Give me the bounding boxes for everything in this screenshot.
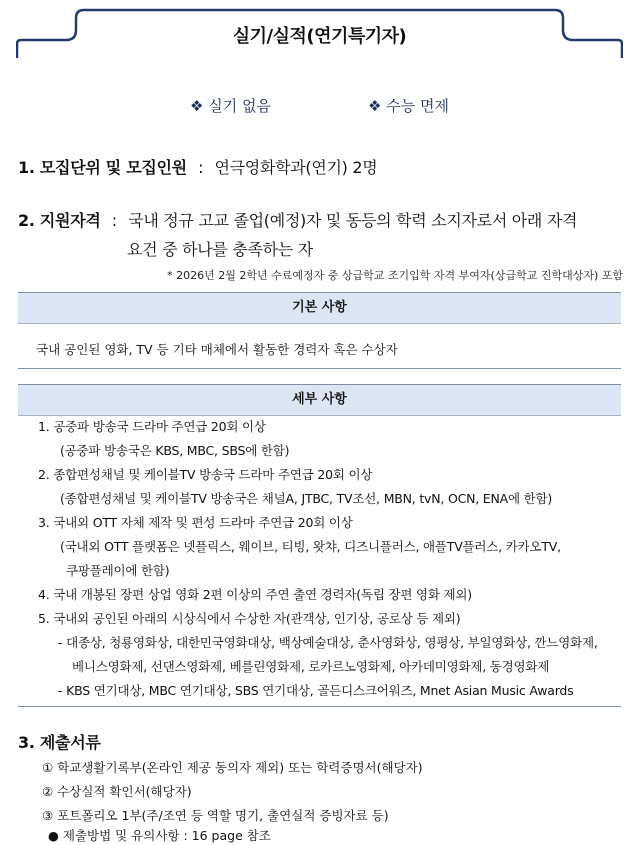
basic-header: 기본 사항 xyxy=(18,292,621,324)
section-recruit-sep: : xyxy=(198,158,204,177)
document-item: ② 수상실적 확인서(해당자) xyxy=(42,784,192,799)
document-item: ① 학교생활기록부(온라인 제공 동의자 제외) 또는 학력증명서(해당자) xyxy=(42,760,423,775)
section-recruit-value: 연극영화학과(연기) 2명 xyxy=(214,158,378,177)
section-eligibility-line1: 국내 정규 고교 졸업(예정)자 및 동등의 학력 소지자로서 아래 자격 xyxy=(128,211,578,230)
detail-line: 4. 국내 개봉된 장편 상업 영화 2편 이상의 주연 출연 경력자(독립 장편 영화 제외) xyxy=(38,587,472,602)
divider xyxy=(18,368,621,369)
section-recruit-heading: 1. 모집단위 및 모집인원 xyxy=(18,158,187,177)
section-recruit-unit xyxy=(18,155,377,178)
note-no-practical: ❖ 실기 없음 xyxy=(190,97,271,115)
detail-line: - KBS 연기대상, MBC 연기대상, SBS 연기대상, 골든디스크어워즈, Mnet Asian Music Awards xyxy=(58,683,574,698)
detail-line: 쿠팡플레이에 한함) xyxy=(66,563,170,578)
detail-line: 2. 종합편성채널 및 케이블TV 방송국 드라마 주연급 20회 이상 xyxy=(38,467,373,482)
details-header: 세부 사항 xyxy=(18,384,621,416)
detail-line: 베니스영화제, 선댄스영화제, 베를린영화제, 로카르노영화제, 아카데미영화제, 동경영화제 xyxy=(72,659,550,674)
divider xyxy=(18,706,621,707)
detail-line: 3. 국내외 OTT 자체 제작 및 편성 드라마 주연급 20회 이상 xyxy=(38,515,353,530)
basic-text: 국내 공인된 영화, TV 등 기타 매체에서 활동한 경력자 혹은 수상자 xyxy=(36,342,398,357)
detail-line: (종합편성채널 및 케이블TV 방송국은 채널A, JTBC, TV조선, MBN, tvN, OCN, ENA에 한함) xyxy=(60,491,553,506)
section-eligibility-line2: 요건 중 하나를 충족하는 자 xyxy=(127,240,313,259)
note-csat-exempt: ❖ 수능 면제 xyxy=(368,97,449,115)
detail-line: - 대종상, 청룡영화상, 대한민국영화대상, 백상예술대상, 춘사영화상, 영평상, 부일영화상, 깐느영화제, xyxy=(58,635,598,650)
detail-line: (공중파 방송국은 KBS, MBC, SBS에 한함) xyxy=(60,443,290,458)
section-eligibility-heading: 2. 지원자격 xyxy=(18,211,101,230)
page-title: 실기/실적(연기특기자) xyxy=(232,26,407,47)
submission-note: ● 제출방법 및 유의사항 : 16 page 참조 xyxy=(48,828,271,843)
section-documents-heading: 3. 제출서류 xyxy=(18,733,101,752)
document-item: ③ 포트폴리오 1부(주/조연 등 역할 명기, 출연실적 증빙자료 등) xyxy=(42,808,389,823)
detail-line: (국내외 OTT 플랫폼은 넷플릭스, 웨이브, 티빙, 왓챠, 디즈니플러스, 애플TV플러스, 카카오TV, xyxy=(60,539,561,554)
section-eligibility-sep: : xyxy=(111,211,117,230)
section-eligibility xyxy=(18,208,577,231)
detail-line: 1. 공중파 방송국 드라마 주연급 20회 이상 xyxy=(38,419,266,434)
eligibility-footnote: * 2026년 2월 2학년 수료예정자 중 상급학교 조기입학 자격 부여자(상급학교 진학대상자) 포함 xyxy=(167,269,623,282)
detail-line: 5. 국내외 공인된 아래의 시상식에서 수상한 자(관객상, 인기상, 공로상 등 제외) xyxy=(38,611,461,626)
